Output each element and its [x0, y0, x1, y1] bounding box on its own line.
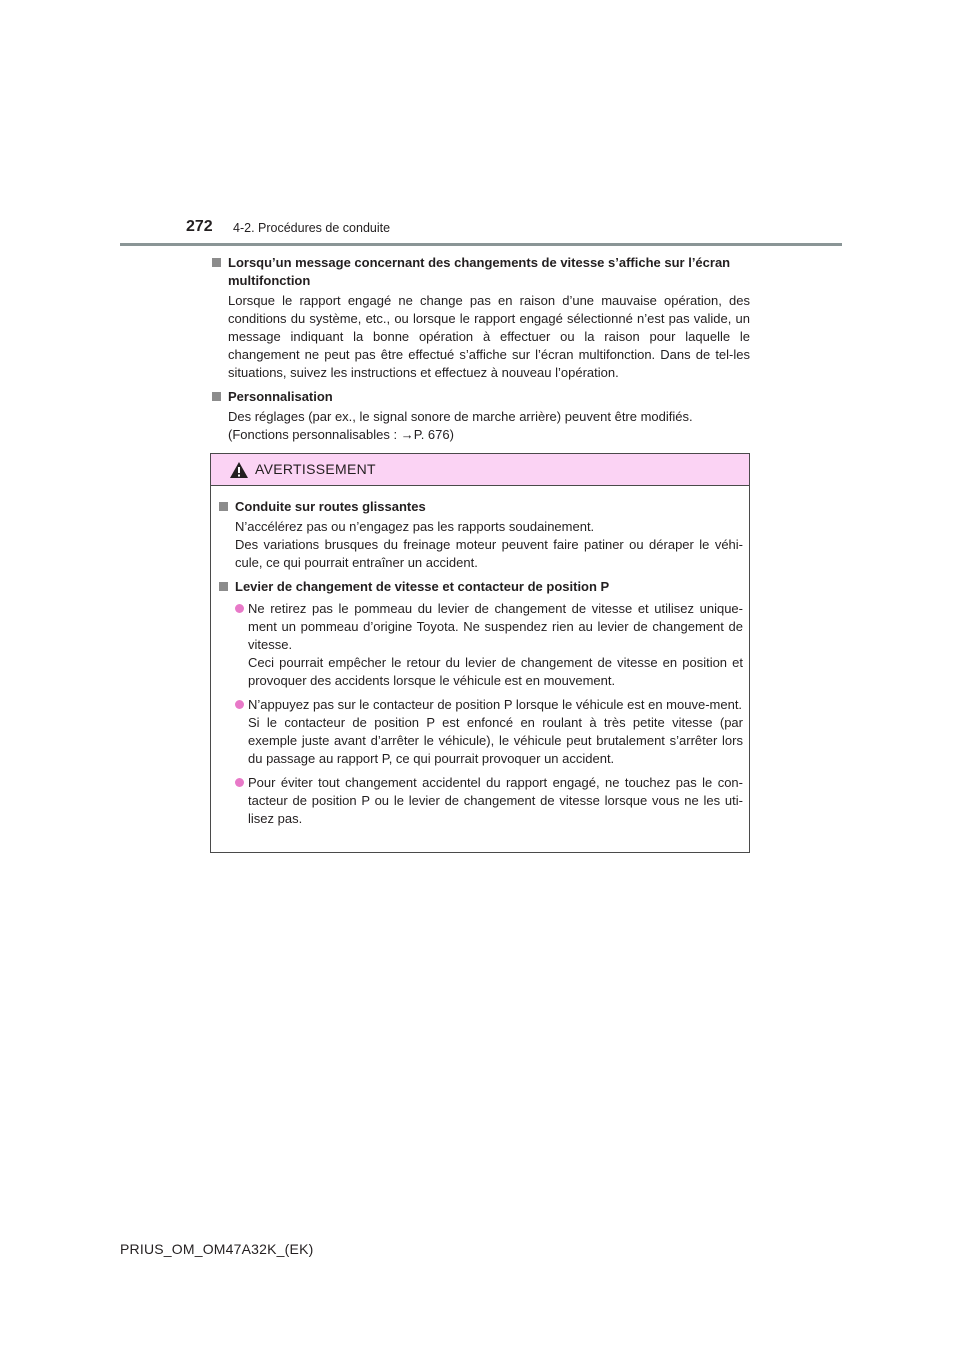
section-body-line: (Fonctions personnalisables : →P. 676) — [228, 427, 454, 442]
section-title: 4-2. Procédures de conduite — [233, 221, 391, 235]
warning-bullet-text: Pour éviter tout changement accidentel du rapport engagé, ne touchez pas le con-tacteur de position P ou le levier de changement de vitesse lorsque vous ne les uti-lisez pas. — [248, 775, 743, 826]
main-content — [210, 254, 750, 450]
warning-body — [211, 486, 749, 828]
section-heading — [210, 254, 750, 290]
warning-item-text: N’accélérez pas ou n’engagez pas les rapports soudainement. — [235, 519, 595, 534]
section-body-line: Des réglages (par ex., le signal sonore de marche arrière) peuvent être modifiés. — [228, 409, 693, 424]
warning-item-text: Des variations brusques du freinage moteur peuvent faire patiner ou déraper le véhi-cule, ce qui pourrait entraîner un accident. — [235, 537, 743, 570]
square-bullet-icon — [212, 258, 221, 267]
warning-item — [217, 498, 743, 572]
warning-bullet — [217, 600, 743, 690]
warning-bullet-text: N’appuyez pas sur le contacteur de position P lorsque le véhicule est en mouve-ment. — [248, 697, 743, 712]
round-bullet-icon — [235, 778, 244, 787]
warning-box — [210, 453, 750, 853]
header-rule — [120, 243, 842, 246]
warning-item — [217, 578, 743, 828]
page-number: 272 — [186, 218, 213, 235]
square-bullet-icon — [219, 582, 228, 591]
warning-item-heading-text: Levier de changement de vitesse et contacteur de position P — [235, 579, 610, 594]
section-heading-text: Lorsqu’un message concernant des changements de vitesse s’affiche sur l’écran multifonction — [228, 255, 731, 288]
warning-item-heading — [217, 498, 743, 516]
square-bullet-icon — [212, 392, 221, 401]
section-heading — [210, 388, 750, 406]
warning-item-heading-text: Conduite sur routes glissantes — [235, 499, 426, 514]
warning-triangle-icon — [229, 461, 249, 479]
round-bullet-icon — [235, 700, 244, 709]
section-heading-text: Personnalisation — [228, 389, 333, 404]
warning-item-heading — [217, 578, 743, 596]
footer-doc-code: PRIUS_OM_OM47A32K_(EK) — [120, 1241, 314, 1257]
warning-bullet-text: Ceci pourrait empêcher le retour du levier de changement de vitesse en position et provoquer des accidents lorsque le véhicule est en mouvement. — [248, 655, 743, 688]
section-personnalisation — [210, 388, 750, 444]
warning-header — [211, 454, 749, 486]
warning-title: AVERTISSEMENT — [255, 461, 376, 477]
section-body: Lorsque le rapport engagé ne change pas en raison d’une mauvaise opération, des conditions du système, etc., ou lorsque le rapport engagé sélectionné n’est pas valide, un message indiquant la bonne opération à effectuer ou la raison pour laquelle le changement ne peut pas être effectué s’affiche sur l’écran multifonction. Dans de tel-les situations, suivez les instructions et effectuez à nouveau l’opération. — [228, 293, 750, 380]
round-bullet-icon — [235, 604, 244, 613]
square-bullet-icon — [219, 502, 228, 511]
warning-bullet — [217, 696, 743, 768]
warning-bullet — [217, 774, 743, 828]
warning-bullet-text: Si le contacteur de position P est enfoncé en roulant à très petite vitesse (par exemple juste avant d’arrêter le véhicule), le véhicule peut brutalement s’arrêter lors du passage au rapport P, ce qui pourrait provoquer un accident. — [248, 715, 743, 766]
section-message — [210, 254, 750, 382]
warning-bullet-text: Ne retirez pas le pommeau du levier de changement de vitesse et utilisez unique-ment un pommeau d’origine Toyota. Ne suspendez rien au levier de changement de vitesse. — [248, 601, 743, 652]
